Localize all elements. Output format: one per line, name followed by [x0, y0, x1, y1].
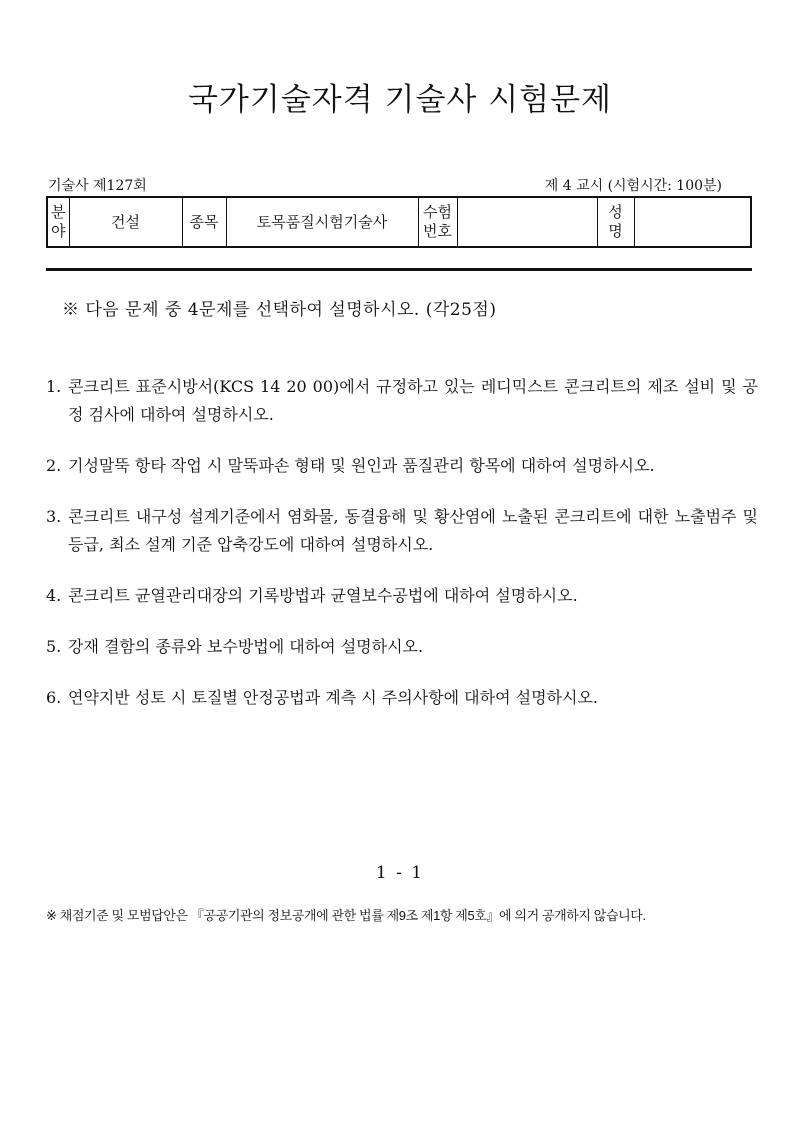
question-number: 4. [46, 586, 62, 605]
page-number: 1 - 1 [375, 863, 425, 883]
question-text: 강재 결함의 종류와 보수방법에 대하여 설명하시오. [68, 637, 424, 656]
question-item [46, 503, 758, 559]
exam-round: 기술사 제127회 [48, 178, 147, 194]
question-text: 콘크리트 표준시방서(KCS 14 20 00)에서 규정하고 있는 레디믹스트 콘크리트의 제조 설비 및 공정 검사에 대하여 설명하시오. [68, 377, 758, 424]
exam-number-field [457, 197, 597, 247]
question-number: 2. [46, 456, 62, 475]
exam-number-label [418, 197, 457, 247]
field-label-line2: 야 [51, 222, 66, 240]
page-title: 국가기술자격 기술사 시험문제 [187, 82, 612, 118]
exam-meta [48, 175, 752, 195]
name-label-line2: 명 [608, 222, 623, 240]
question-list [46, 373, 758, 712]
disclosure-footnote: ※ 채점기준 및 모범답안은 『공공기관의 정보공개에 관한 법률 제9조 제1항 제5호』에 의거 공개하지 않습니다. [46, 908, 646, 923]
category-label: 종목 [182, 197, 226, 247]
question-item [46, 373, 758, 429]
question-text: 콘크리트 내구성 설계기준에서 염화물, 동결융해 및 황산염에 노출된 콘크리트에 대한 노출범주 및 등급, 최소 설계 기준 압축강도에 대하여 설명하시오. [68, 507, 758, 554]
question-item [46, 452, 758, 480]
name-field [634, 197, 751, 247]
question-item [46, 633, 758, 661]
category-value: 토목품질시험기술사 [226, 197, 418, 247]
exam-session: 제 4 교시 (시험시간: 100분) [544, 178, 722, 194]
field-label [47, 197, 69, 247]
question-text: 기성말뚝 항타 작업 시 말뚝파손 형태 및 원인과 품질관리 항목에 대하여 설명하시오. [68, 456, 655, 475]
question-item [46, 684, 758, 712]
question-number: 6. [46, 688, 62, 707]
question-number: 5. [46, 637, 62, 656]
exam-info-table [46, 196, 752, 248]
name-label-line1: 성 [608, 203, 623, 221]
field-label-line1: 분 [51, 203, 66, 221]
question-item [46, 582, 758, 610]
question-number: 3. [46, 507, 62, 526]
question-text: 콘크리트 균열관리대장의 기록방법과 균열보수공법에 대하여 설명하시오. [68, 586, 578, 605]
question-number: 1. [46, 377, 62, 396]
exam-number-label-line2: 번호 [423, 222, 452, 240]
exam-number-label-line1: 수험 [423, 203, 452, 221]
header-divider [46, 268, 752, 271]
instruction-text: ※ 다음 문제 중 4문제를 선택하여 설명하시오. (각25점) [62, 300, 497, 320]
question-text: 연약지반 성토 시 토질별 안정공법과 계측 시 주의사항에 대하여 설명하시오. [68, 688, 598, 707]
name-label [597, 197, 634, 247]
field-value: 건설 [69, 197, 182, 247]
